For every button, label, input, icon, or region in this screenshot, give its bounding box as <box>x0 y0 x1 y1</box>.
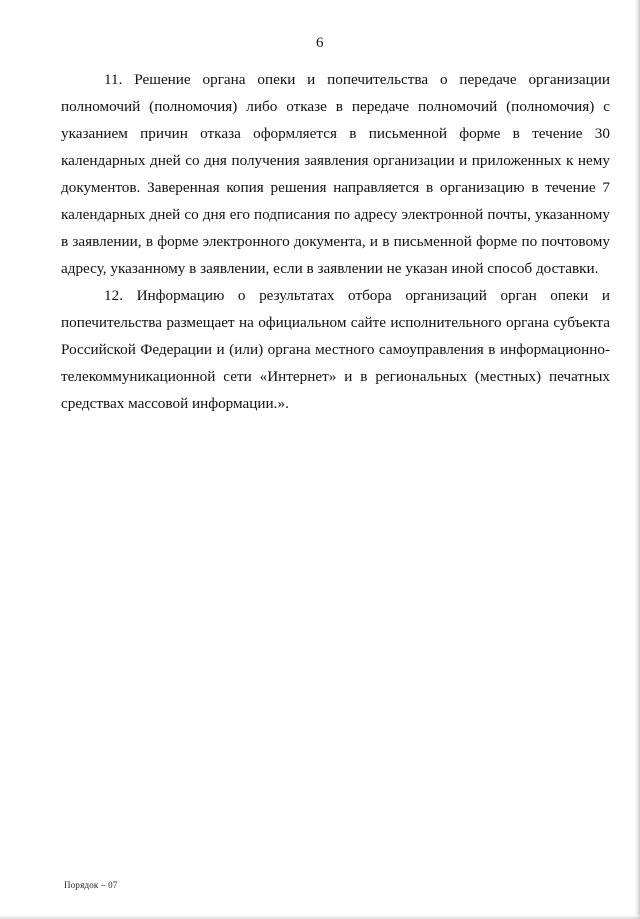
document-body <box>61 66 610 417</box>
page-number: 6 <box>316 35 324 51</box>
scan-edge-shadow <box>634 0 640 919</box>
paragraph-12: 12. Информацию о результатах отбора организаций орган опеки и попечительства размещает на официальном сайте исполнительного органа субъекта Российской Федерации и (или) органа местного самоуправления в информационно-телекоммуникационной сети «Интернет» и в региональных (местных) печатных средствах массовой информации.». <box>61 287 610 412</box>
scan-bottom-shadow <box>0 915 640 919</box>
footer-label: Порядок – 07 <box>64 880 118 890</box>
paragraph-11: 11. Решение органа опеки и попечительства о передаче организации полномочий (полномочия) либо отказе в передаче полномочий (полномочия) с указанием причин отказа оформляется в письменной форме в течение 30 календарных дней со дня получения заявления организации и приложенных к нему документов. Заверенная копия решения направляется в организацию в течение 7 календарных дней со дня его подписания по адресу электронной почты, указанному в заявлении, в форме электронного документа, и в письменной форме по почтовому адресу, указанному в заявлении, если в заявлении не указан иной способ доставки. <box>61 71 610 277</box>
